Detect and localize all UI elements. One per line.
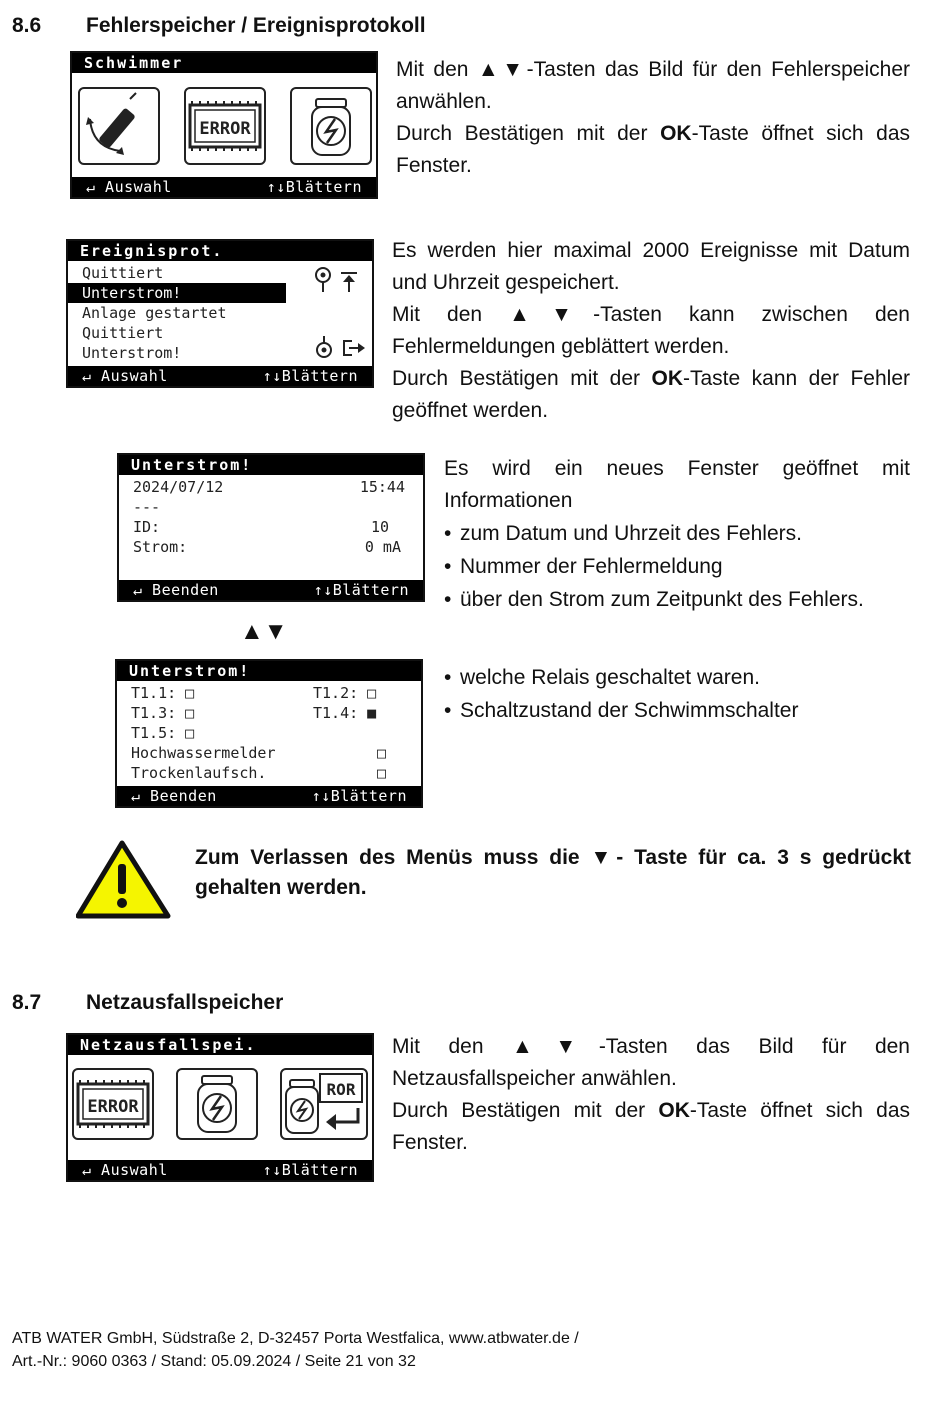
page-footer — [12, 1327, 912, 1373]
svg-text:ERROR: ERROR — [199, 119, 251, 139]
lcd-screen-error-details — [117, 453, 425, 602]
list-item: • zum Datum und Uhrzeit des Fehlers. — [444, 517, 910, 550]
footer-select-label: ↵ Auswahl — [86, 178, 172, 196]
bullet-list — [444, 661, 910, 727]
exit-icon — [342, 339, 366, 357]
arrow-up-bar-icon — [340, 271, 358, 293]
section-number: 8.7 — [12, 991, 42, 1014]
relay-t1-2: T1.2: □ — [313, 684, 377, 702]
float-switch-icon — [78, 87, 160, 165]
paragraph: Mit den ▲▼-Tasten kann zwischen den Fehlermeldungen geblättert werden. — [392, 303, 910, 358]
text-fragment: -Taste öffnet sich das Fenster. — [396, 122, 911, 177]
paragraph — [392, 363, 910, 427]
svg-text:ROR: ROR — [326, 1080, 356, 1099]
dry-run-value: □ — [377, 764, 387, 782]
footer-address: ATB WATER GmbH, Südstraße 2, D-32457 Porta Westfalica, www.atbwater.de / — [12, 1330, 579, 1347]
section-number: 8.6 — [12, 14, 42, 37]
footer-scroll-label: ↑↓Blättern — [313, 581, 409, 599]
footer-exit-label: ↵ Beenden — [133, 581, 219, 599]
warning-icon — [76, 840, 174, 920]
list-item: • Schaltzustand der Schwimmschalter — [444, 694, 910, 727]
paragraph: Mit den ▲▼-Tasten das Bild für den Fehlerspeicher anwählen. — [396, 58, 910, 113]
error-chip-icon — [184, 87, 266, 165]
up-down-arrows: ▲▼ — [240, 618, 288, 645]
lcd-title-bar: Netzausfallspei. — [68, 1035, 372, 1055]
paragraph — [392, 1095, 910, 1159]
footer-select-label: ↵ Auswahl — [82, 367, 168, 385]
text-fragment: Durch Bestätigen mit der — [396, 122, 661, 145]
event-row: Quittiert — [82, 324, 164, 342]
dry-run-label: Trockenlaufsch. — [131, 764, 267, 782]
error-id-value: 10 — [370, 518, 389, 536]
relay-t1-4: T1.4: ■ — [313, 704, 377, 722]
footer-select-label: ↵ Auswahl — [82, 1161, 168, 1179]
relay-t1-1: T1.1: □ — [131, 684, 195, 702]
event-row: Anlage gestartet — [82, 304, 227, 322]
warning-text — [195, 843, 911, 903]
power-battery-icon — [290, 87, 372, 165]
error-current-value: 0 mA — [364, 538, 401, 556]
event-row-selected: Unterstrom! — [68, 283, 286, 303]
text-fragment: Durch Bestätigen mit der — [392, 1099, 659, 1122]
lcd-title-bar: Schwimmer — [72, 53, 376, 73]
footer-scroll-label: ↑↓Blättern — [311, 787, 407, 805]
ok-key-label: OK — [660, 122, 692, 145]
text-fragment: -Taste kann der Fehler geöffnet werden. — [392, 367, 910, 422]
svg-text:ERROR: ERROR — [87, 1097, 139, 1117]
lcd-title-bar: Ereignisprot. — [68, 241, 372, 261]
relay-t1-5: T1.5: □ — [131, 724, 195, 742]
lcd-screen-event-log — [66, 239, 374, 388]
power-battery-icon — [176, 1068, 258, 1140]
section-title: Netzausfallspeicher — [86, 991, 284, 1014]
footer-exit-label: ↵ Beenden — [131, 787, 217, 805]
text-fragment: -Taste öffnet sich das Fenster. — [392, 1099, 911, 1154]
list-item: • welche Relais geschaltet waren. — [444, 661, 910, 694]
bullet-list — [444, 517, 910, 616]
lcd-footer-bar — [68, 366, 372, 386]
lcd-screen-relay-status — [115, 659, 423, 808]
error-id-label: ID: — [133, 518, 161, 536]
footer-scroll-label: ↑↓Blättern — [262, 1161, 358, 1179]
lcd-title-bar: Unterstrom! — [119, 455, 423, 475]
bulb-icon — [314, 335, 334, 359]
list-item: • über den Strom zum Zeitpunkt des Fehlers. — [444, 583, 910, 616]
high-water-value: □ — [377, 744, 387, 762]
lcd-footer-bar — [119, 580, 423, 600]
paragraph: Es wird ein neues Fenster geöffnet mit Informationen — [444, 457, 910, 512]
text-block-4 — [444, 661, 910, 727]
ok-key-label: OK — [651, 367, 683, 390]
list-item: • Nummer der Fehlermeldung — [444, 550, 910, 583]
lcd-screen-schwimmer — [70, 51, 378, 199]
lcd-screen-power-failure — [66, 1033, 374, 1182]
warning-message: Zum Verlassen des Menüs muss die ▼- Taste für ca. 3 s gedrückt gehalten werden. — [195, 846, 911, 899]
section-heading-8-6 — [12, 14, 612, 42]
error-chip-icon — [72, 1068, 154, 1140]
event-row: Unterstrom! — [82, 344, 182, 362]
lcd-footer-bar — [72, 177, 376, 197]
footer-scroll-label: ↑↓Blättern — [266, 178, 362, 196]
high-water-label: Hochwassermelder — [131, 744, 276, 762]
text-block-5 — [392, 1031, 910, 1159]
error-time: 15:44 — [359, 478, 405, 496]
power-error-icon — [280, 1068, 368, 1140]
text-fragment: Durch Bestätigen mit der — [392, 367, 652, 390]
lcd-footer-bar — [117, 786, 421, 806]
section-title: Fehlerspeicher / Ereignisprotokoll — [86, 14, 426, 37]
paragraph: Es werden hier maximal 2000 Ereignisse mit Datum und Uhrzeit gespeichert. — [392, 239, 910, 294]
lcd-title-bar: Unterstrom! — [117, 661, 421, 681]
ok-key-label: OK — [658, 1099, 690, 1122]
section-heading-8-7 — [12, 991, 612, 1019]
error-date: 2024/07/12 — [133, 478, 224, 496]
error-dashes: --- — [133, 498, 161, 516]
lamp-icon — [314, 267, 334, 293]
error-current-label: Strom: — [133, 538, 188, 556]
text-block-2 — [392, 235, 910, 427]
event-row: Quittiert — [82, 264, 164, 282]
text-block-3 — [444, 453, 910, 616]
text-block-1 — [396, 54, 910, 182]
paragraph: Mit den ▲▼-Tasten das Bild für den Netzausfallspeicher anwählen. — [392, 1035, 910, 1090]
footer-scroll-label: ↑↓Blättern — [262, 367, 358, 385]
footer-article-info: Art.-Nr.: 9060 0363 / Stand: 05.09.2024 / Seite 21 von 32 — [12, 1353, 416, 1370]
lcd-footer-bar — [68, 1160, 372, 1180]
relay-t1-3: T1.3: □ — [131, 704, 195, 722]
paragraph — [396, 118, 910, 182]
